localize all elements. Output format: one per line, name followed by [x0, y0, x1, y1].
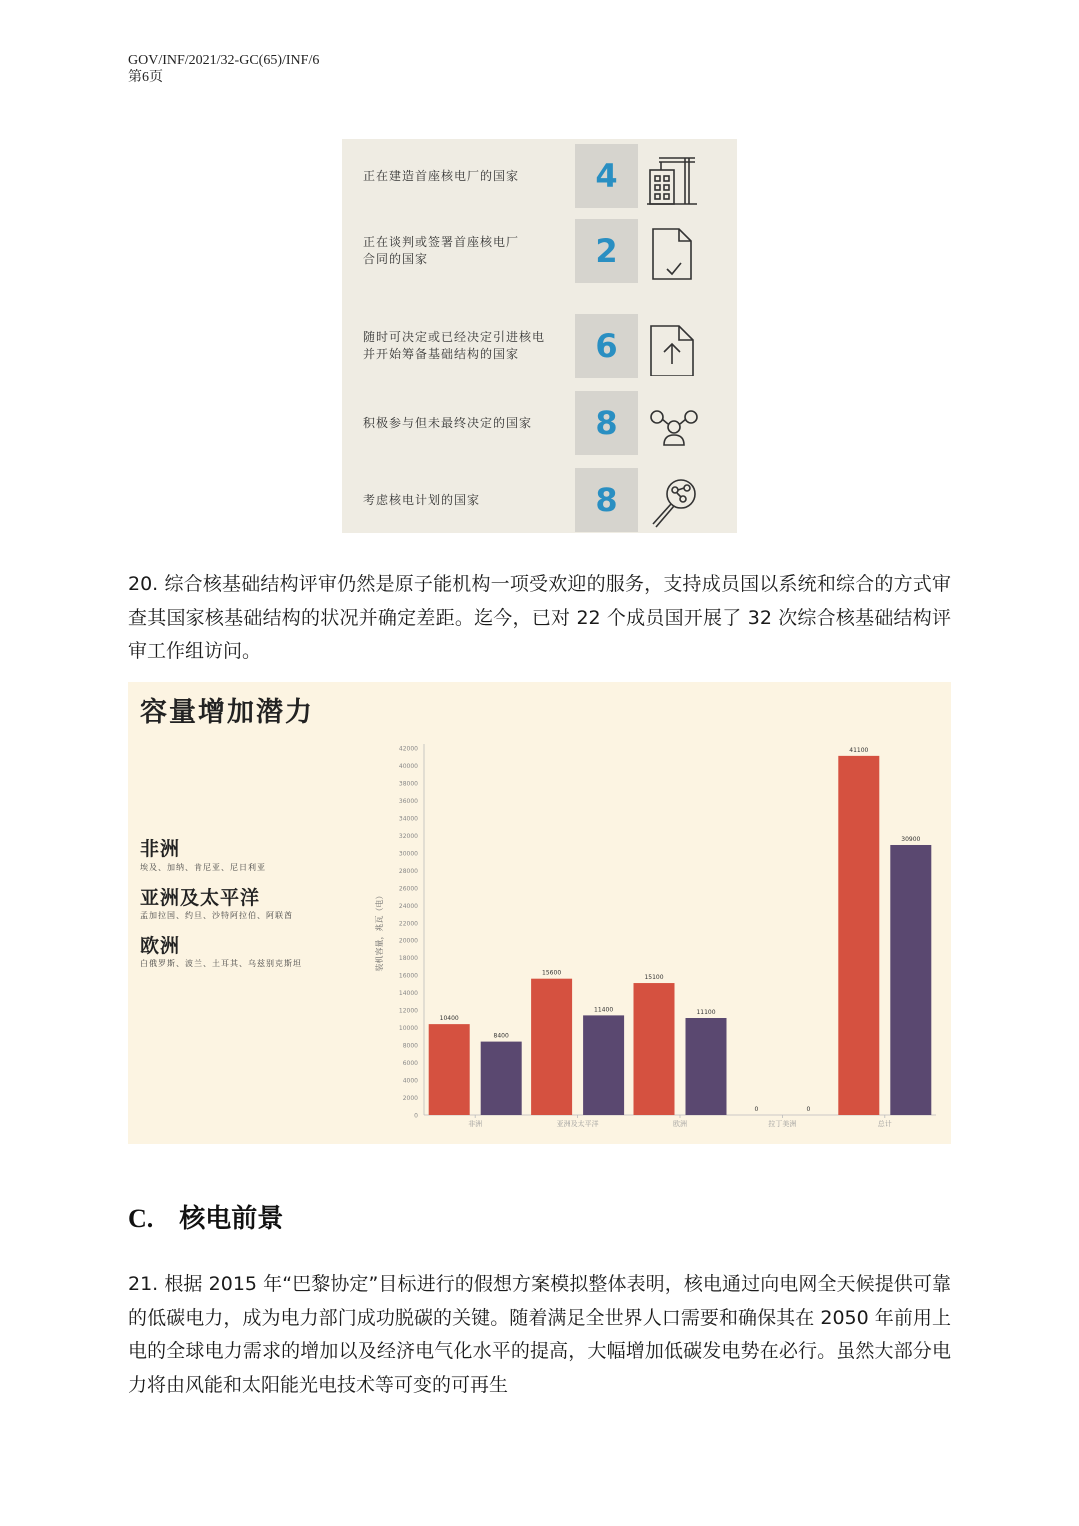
bar-value-label: 10400 — [439, 1015, 459, 1023]
bar — [583, 1015, 624, 1115]
y-axis-label: 装机容量，兆瓦（电） — [375, 891, 384, 972]
y-tick-label: 18000 — [398, 955, 418, 963]
x-tick-label: 总计 — [877, 1120, 892, 1128]
y-tick-label: 8000 — [402, 1042, 418, 1050]
y-tick-label: 24000 — [398, 902, 418, 910]
row-value: 6 — [575, 314, 638, 378]
y-tick-label: 2000 — [402, 1095, 418, 1103]
bar-value-label: 15600 — [542, 969, 562, 977]
y-tick-label: 26000 — [398, 885, 418, 893]
y-tick-label: 22000 — [398, 920, 418, 928]
y-tick-label: 6000 — [402, 1060, 418, 1068]
y-tick-label: 14000 — [398, 990, 418, 998]
infographic-row — [342, 314, 737, 378]
document-header — [128, 52, 319, 86]
bar — [890, 845, 931, 1115]
bar — [481, 1042, 522, 1115]
bar — [838, 756, 879, 1115]
bar — [686, 1018, 727, 1115]
building-crane-icon — [645, 150, 701, 206]
bar-value-label: 0 — [754, 1106, 759, 1113]
y-tick-label: 42000 — [398, 745, 418, 753]
paragraph-20: 20. 综合核基础结构评审仍然是原子能机构一项受欢迎的服务，支持成员国以系统和综合的方式审查其国家核基础结构的状况并确定差距。迄今，已对 22 个成员国开展了 32 次综合核基础结构评审工作组访问。 — [128, 573, 951, 662]
magnifier-network-icon — [645, 474, 701, 530]
bar-value-label: 11100 — [696, 1009, 716, 1017]
y-tick-label: 34000 — [398, 815, 418, 823]
region-name: 欧洲 — [140, 935, 181, 957]
chart-title: 容量增加潜力 — [140, 697, 314, 728]
page-number: 第6页 — [128, 70, 163, 85]
bar-value-label: 15100 — [644, 974, 664, 982]
bar — [429, 1024, 470, 1115]
y-tick-label: 38000 — [398, 780, 418, 788]
row-value: 8 — [575, 468, 638, 532]
bar — [531, 979, 572, 1115]
row-label: 正在建造首座核电厂的国家 — [363, 168, 520, 183]
x-tick-label: 非洲 — [468, 1120, 483, 1128]
newcomer-infographic — [342, 139, 737, 533]
region-countries: 白俄罗斯、波兰、土耳其、乌兹别克斯坦 — [140, 959, 302, 968]
bar-value-label: 8400 — [493, 1032, 509, 1040]
y-tick-label: 36000 — [398, 797, 418, 805]
y-tick-label: 40000 — [398, 762, 418, 770]
row-label: 积极参与但未最终决定的国家 — [363, 415, 533, 430]
y-tick-label: 0 — [414, 1112, 418, 1120]
section-letter: C. — [128, 1204, 154, 1233]
y-tick-label: 4000 — [402, 1077, 418, 1085]
doc-code: GOV/INF/2021/32-GC(65)/INF/6 — [128, 53, 320, 68]
infographic-row — [342, 219, 737, 283]
bar — [634, 983, 675, 1115]
row-value: 4 — [575, 144, 638, 208]
region-countries: 孟加拉国、约旦、沙特阿拉伯、阿联酋 — [140, 911, 293, 920]
x-tick-label: 欧洲 — [673, 1120, 687, 1128]
x-tick-label: 拉丁美洲 — [768, 1120, 797, 1128]
row-label: 考虑核电计划的国家 — [363, 492, 481, 507]
row-value: 2 — [575, 219, 638, 283]
bar-value-label: 11400 — [594, 1006, 614, 1014]
bar-value-label: 41100 — [849, 746, 869, 754]
capacity-chart-panel — [128, 682, 951, 1144]
region-countries: 埃及、加纳、肯尼亚、尼日利亚 — [140, 863, 266, 872]
x-tick-label: 亚洲及太平洋 — [556, 1120, 599, 1128]
region-name: 亚洲及太平洋 — [140, 887, 261, 909]
section-heading — [128, 1198, 283, 1235]
bar-value-label: 0 — [806, 1106, 811, 1113]
infographic-row — [342, 144, 737, 208]
y-tick-label: 12000 — [398, 1007, 418, 1015]
row-value: 8 — [575, 391, 638, 455]
infographic-row — [342, 468, 737, 532]
document-check-icon — [645, 225, 701, 281]
paragraph-21: 21. 根据 2015 年“巴黎协定”目标进行的假想方案模拟整体表明，核电通过向电网全天候提供可靠的低碳电力，成为电力部门成功脱碳的关键。随着满足全世界人口需要和确保其在 2050 年前用上电的全球电力需求的增加以及经济电气化水平的提高，大幅增加低碳发电势在必行。虽然大部分电力将由风能和太阳能光电技术等可变的可再生 — [128, 1273, 951, 1396]
region-name: 非洲 — [140, 838, 181, 860]
bar-value-label: 30900 — [901, 835, 921, 843]
infographic-row — [342, 391, 737, 455]
y-tick-label: 16000 — [398, 972, 418, 980]
row-label: 随时可决定或已经决定引进核电 并开始筹备基础结构的国家 — [363, 330, 546, 361]
section-title: 核电前景 — [179, 1204, 284, 1234]
row-label: 正在谈判或签署首座核电厂 合同的国家 — [363, 235, 520, 266]
y-tick-label: 28000 — [398, 867, 418, 875]
people-network-icon — [645, 397, 701, 453]
y-tick-label: 20000 — [398, 937, 418, 945]
y-tick-label: 32000 — [398, 832, 418, 840]
y-tick-label: 10000 — [398, 1025, 418, 1033]
bar-chart — [128, 682, 951, 1144]
y-tick-label: 30000 — [398, 850, 418, 858]
document-upload-icon — [645, 320, 701, 376]
